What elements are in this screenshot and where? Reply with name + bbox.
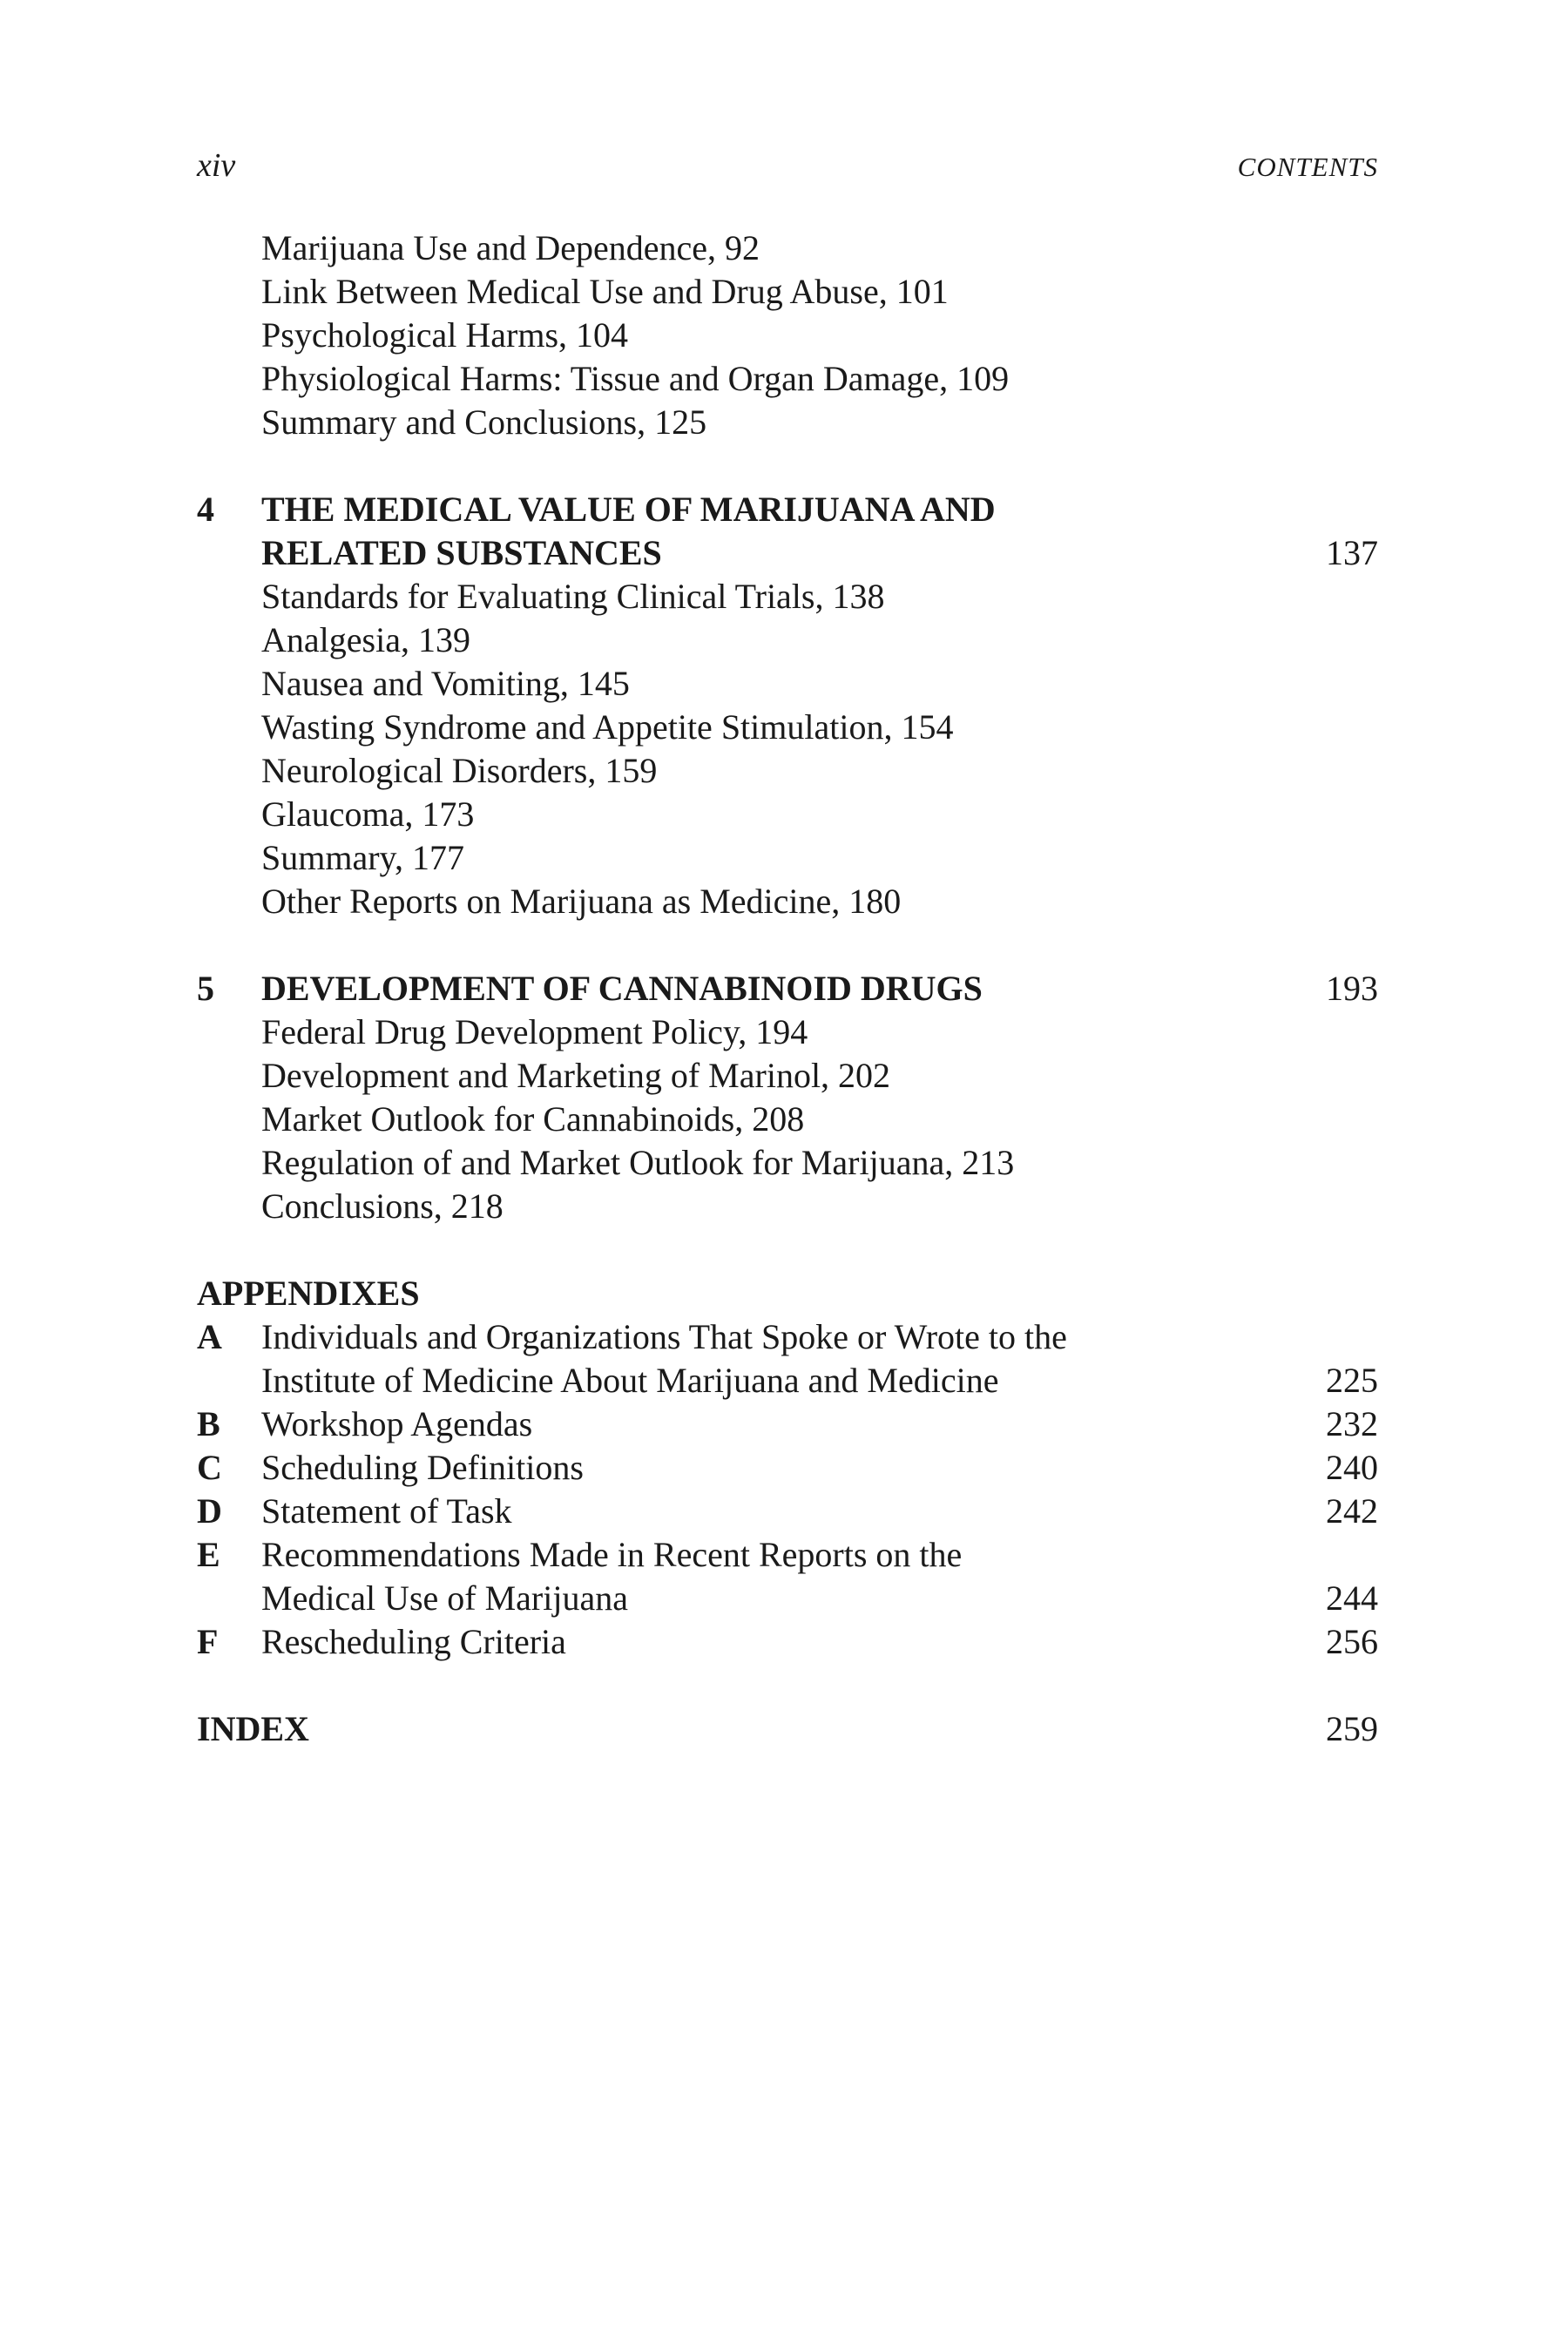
appendix-page-number: 240	[1326, 1448, 1378, 1487]
toc-entry	[197, 270, 1378, 314]
toc-entry-text: Federal Drug Development Policy, 194	[261, 1012, 808, 1051]
chapter-number: 5	[197, 969, 214, 1008]
toc-entry-text: Summary, 177	[261, 838, 464, 877]
toc-entry	[197, 314, 1378, 357]
toc-entry-text: Psychological Harms, 104	[261, 315, 629, 355]
toc-entry-text: Development and Marketing of Marinol, 202	[261, 1056, 891, 1095]
appendix-title-line: Workshop Agendas	[261, 1404, 533, 1443]
spacer	[197, 1664, 1378, 1707]
appendix-f	[197, 1620, 1378, 1664]
appendix-title-line: Recommendations Made in Recent Reports on the	[261, 1535, 963, 1574]
appendix-title-line: Rescheduling Criteria	[261, 1622, 566, 1661]
appendix-e-cont	[197, 1577, 1378, 1620]
index-page-number: 259	[1326, 1709, 1378, 1748]
appendix-b	[197, 1402, 1378, 1446]
toc-entry-text: Physiological Harms: Tissue and Organ Damage, 109	[261, 359, 1010, 398]
appendix-title-line: Individuals and Organizations That Spoke or Wrote to the	[261, 1317, 1067, 1356]
appendix-title-line: Scheduling Definitions	[261, 1448, 584, 1487]
toc-entry-text: Regulation of and Market Outlook for Marijuana, 213	[261, 1143, 1015, 1182]
toc-entry-text: Neurological Disorders, 159	[261, 751, 658, 790]
toc-entry	[197, 793, 1378, 836]
appendix-letter: F	[197, 1622, 219, 1661]
appendix-page-number: 244	[1326, 1578, 1378, 1618]
running-head	[197, 146, 1378, 190]
toc-entry-text: Standards for Evaluating Clinical Trials, 138	[261, 577, 885, 616]
appendix-e	[197, 1533, 1378, 1577]
toc-entry	[197, 662, 1378, 706]
appendix-a-cont	[197, 1359, 1378, 1402]
toc-entry-text: Marijuana Use and Dependence, 92	[261, 228, 760, 267]
toc-entry-text: Wasting Syndrome and Appetite Stimulation, 154	[261, 707, 954, 747]
toc-entry	[197, 749, 1378, 793]
chapter-4-heading-cont	[197, 531, 1378, 575]
toc-entry	[197, 1141, 1378, 1185]
appendix-page-number: 225	[1326, 1361, 1378, 1400]
toc-entry	[197, 1054, 1378, 1098]
appendixes-heading	[197, 1272, 1378, 1315]
appendix-page-number: 242	[1326, 1491, 1378, 1531]
toc-entry	[197, 1010, 1378, 1054]
appendix-letter: E	[197, 1535, 220, 1574]
toc-entry	[197, 618, 1378, 662]
toc-entry	[197, 1098, 1378, 1141]
index-label: INDEX	[197, 1709, 309, 1748]
spacer	[197, 1228, 1378, 1272]
toc-entry	[197, 836, 1378, 880]
toc-entry	[197, 575, 1378, 618]
chapter-title-line: DEVELOPMENT OF CANNABINOID DRUGS	[261, 969, 983, 1008]
running-section-title: CONTENTS	[1237, 152, 1378, 182]
appendix-page-number: 256	[1326, 1622, 1378, 1661]
toc-entry-text: Conclusions, 218	[261, 1186, 504, 1226]
toc-entry-text: Analgesia, 139	[261, 620, 470, 659]
toc-entry	[197, 1185, 1378, 1228]
toc-entry-text: Nausea and Vomiting, 145	[261, 664, 630, 703]
appendix-d	[197, 1490, 1378, 1533]
chapter-page-number: 193	[1326, 969, 1378, 1008]
appendix-page-number: 232	[1326, 1404, 1378, 1443]
appendix-title-line: Statement of Task	[261, 1491, 512, 1531]
toc-entry	[197, 401, 1378, 444]
page-folio: xiv	[197, 147, 236, 184]
toc-entry-text: Market Outlook for Cannabinoids, 208	[261, 1099, 805, 1139]
chapter-5-heading	[197, 967, 1378, 1010]
toc-entry-text: Other Reports on Marijuana as Medicine, 180	[261, 882, 902, 921]
appendix-title-line: Medical Use of Marijuana	[261, 1578, 628, 1618]
appendix-letter: C	[197, 1448, 222, 1487]
spacer	[197, 923, 1378, 967]
toc-entry	[197, 706, 1378, 749]
chapter-number: 4	[197, 490, 214, 529]
spacer	[197, 444, 1378, 488]
toc-entry	[197, 880, 1378, 923]
toc-entry	[197, 357, 1378, 401]
appendix-letter: A	[197, 1317, 222, 1356]
chapter-title-line: THE MEDICAL VALUE OF MARIJUANA AND	[261, 490, 996, 529]
toc-entry	[197, 226, 1378, 270]
appendix-a	[197, 1315, 1378, 1359]
index-entry	[197, 1707, 1378, 1751]
toc-entry-text: Link Between Medical Use and Drug Abuse, 101	[261, 272, 949, 311]
toc-entry-text: Summary and Conclusions, 125	[261, 402, 707, 442]
chapter-page-number: 137	[1326, 533, 1378, 572]
chapter-title-line: RELATED SUBSTANCES	[261, 533, 662, 572]
appendix-c	[197, 1446, 1378, 1490]
chapter-4-heading	[197, 488, 1378, 531]
appendix-letter: B	[197, 1404, 220, 1443]
appendix-title-line: Institute of Medicine About Marijuana and Medicine	[261, 1361, 999, 1400]
appendix-letter: D	[197, 1491, 222, 1531]
toc-entry-text: Glaucoma, 173	[261, 794, 475, 834]
appendixes-title: APPENDIXES	[197, 1274, 420, 1313]
table-of-contents	[197, 226, 1378, 1751]
